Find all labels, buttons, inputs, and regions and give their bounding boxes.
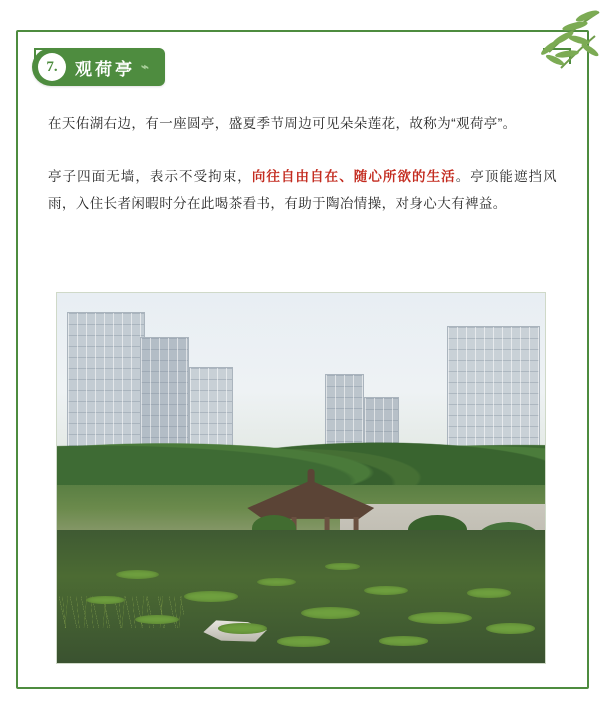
paragraph-1: 在天佑湖右边，有一座圆亭，盛夏季节周边可见朵朵莲花，故称为“观荷亭”。 — [48, 116, 517, 131]
lotus-pond — [57, 530, 545, 663]
photo-illustration — [57, 293, 545, 663]
article-body — [48, 110, 557, 231]
paragraph-2 — [48, 163, 557, 217]
paragraph-2-highlight: 向往自由自在、随心所欲的生活 — [251, 169, 456, 184]
paragraph-2-rest: 。亭顶能遮挡风雨，入住长者闲暇时分在此喝茶看书，有助于陶冶情操，对身心大有裨益。 — [48, 169, 557, 211]
section-title-badge — [32, 48, 165, 86]
page-title: 观荷亭 — [75, 59, 135, 79]
paragraph-2-lead: 亭子四面无墙，表示不受拘束， — [48, 169, 252, 184]
section-number: 7. — [38, 53, 66, 81]
pavilion-photo — [56, 292, 546, 664]
bamboo-branch-icon — [491, 6, 601, 92]
badge-tail-icon: ⌁ — [141, 59, 149, 74]
pavilion-roof — [247, 480, 374, 518]
